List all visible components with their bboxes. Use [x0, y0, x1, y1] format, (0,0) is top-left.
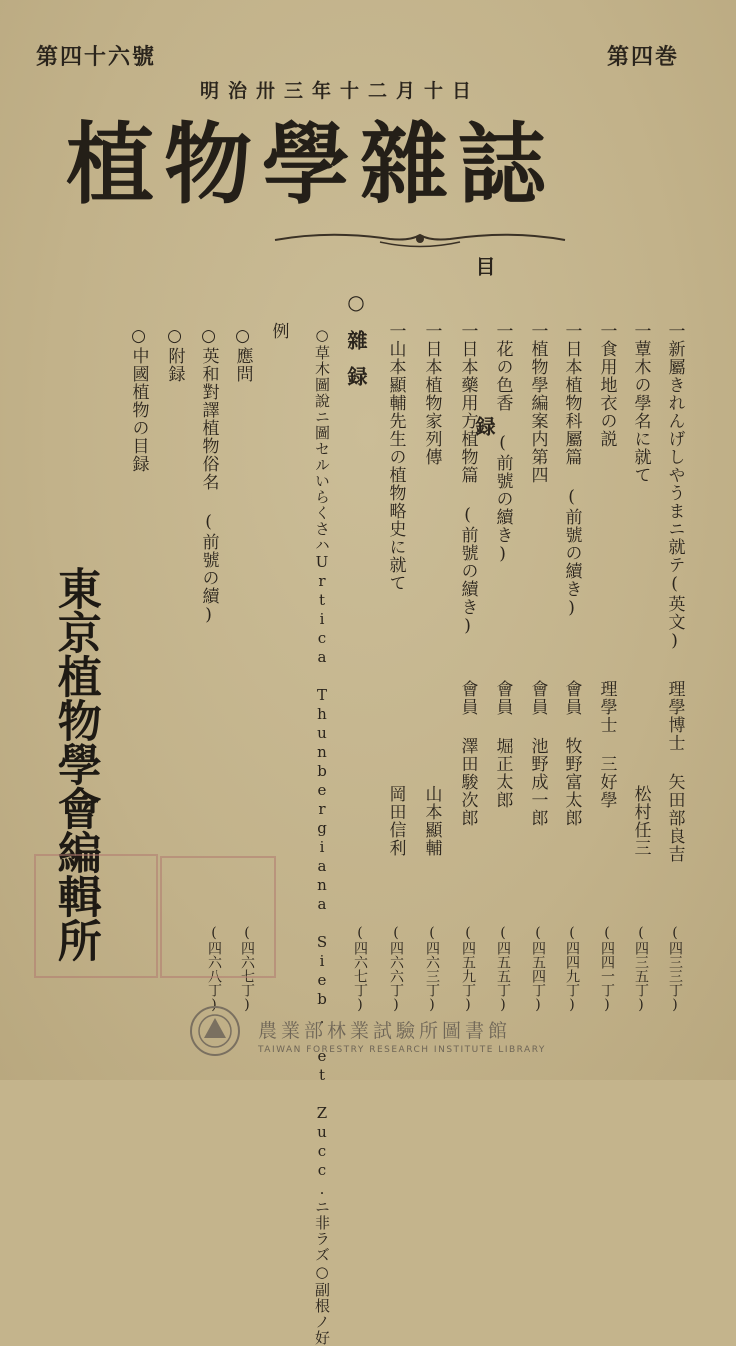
- library-stamp: [34, 854, 158, 978]
- entry-title-9: 一山本顯輔先生の植物略史に就て: [385, 322, 406, 592]
- entry-page-8: (四六三丁): [424, 925, 440, 1013]
- publication-date: 明治卅三年十二月十日: [200, 80, 481, 102]
- other-entry-furoku: ○附録: [164, 326, 185, 383]
- library-name-chinese: 農業部林業試驗所圖書館: [258, 1020, 512, 1042]
- entry-page-3: (四四一丁): [599, 925, 615, 1013]
- section-label: 例: [268, 322, 289, 340]
- entry-author-4: 會員 牧野富太郎: [561, 680, 582, 827]
- zatsuroku-first-page: (四六七丁): [352, 925, 368, 1013]
- entry-title-4: 一日本植物科屬篇 (前號の續き): [561, 322, 582, 619]
- other-entry-furoku-page: (四六八丁): [206, 925, 222, 1013]
- entry-title-6: 一花の色香 (前號の續き): [492, 322, 513, 565]
- entry-author-6: 會員 堀正太郎: [492, 680, 513, 809]
- entry-page-4: (四四九丁): [564, 925, 580, 1013]
- contents-heading: 目録: [472, 256, 496, 576]
- entry-page-6: (四五五丁): [495, 925, 511, 1013]
- entry-title-8: 一日本植物家列傳: [421, 322, 442, 466]
- other-entry-eiwa: ○英和對譯植物俗名 (前號の續): [198, 326, 219, 626]
- entry-author-9: 岡田信利: [385, 785, 406, 857]
- publisher-name: 東京植物學會編輯所: [49, 566, 101, 962]
- entry-page-9: (四六六丁): [388, 925, 404, 1013]
- library-emblem-icon: [188, 1004, 242, 1058]
- journal-title: 植物學雜誌: [66, 112, 557, 216]
- library-stamp-secondary: [160, 856, 276, 978]
- issue-label: 第四十六號: [36, 44, 157, 70]
- entry-author-2: 松村任三: [630, 785, 651, 857]
- entry-page-5: (四五四丁): [530, 925, 546, 1013]
- entry-author-3: 理學士 三好學: [596, 680, 617, 809]
- entry-author-1: 理學博士 矢田部良吉: [664, 680, 685, 863]
- zatsuroku-heading: ○雜録: [344, 290, 368, 402]
- title-ornament-divider: [270, 225, 570, 255]
- other-entry-chugoku: ○中國植物の目録: [128, 326, 149, 473]
- entry-page-1: (四三三丁): [667, 925, 683, 1013]
- other-entry-oumon: ○應問: [232, 326, 253, 383]
- entry-page-7: (四五九丁): [460, 925, 476, 1013]
- entry-author-5: 會員 池野成一郎: [527, 680, 548, 827]
- entry-title-2: 一蕈木の學名に就て: [630, 322, 651, 484]
- entry-title-1: 一新屬きれんげしやうまニ就テ(英文): [664, 322, 685, 652]
- zatsuroku-first-entry: ○草木圖說ニ圖セルいらくさハUrtica Thunbergiana Sieb. et Zucc.ニ非ラズ○副根ノ好: [313, 326, 331, 1346]
- entry-author-8: 山本顯輔: [421, 785, 442, 857]
- entry-author-7: 會員 澤田駿次郎: [457, 680, 478, 827]
- volume-label: 第四巻: [607, 44, 680, 70]
- entry-title-7: 一日本藥用方植物篇 (前號の續き): [457, 322, 478, 637]
- other-entry-oumon-page: (四六七丁): [239, 925, 255, 1013]
- library-name-english: TAIWAN FORESTRY RESEARCH INSTITUTE LIBRARY: [258, 1045, 546, 1055]
- entry-title-3: 一食用地衣の説: [596, 322, 617, 448]
- entry-title-5: 一植物學編案内第四: [527, 322, 548, 484]
- entry-page-2: (四三五丁): [633, 925, 649, 1013]
